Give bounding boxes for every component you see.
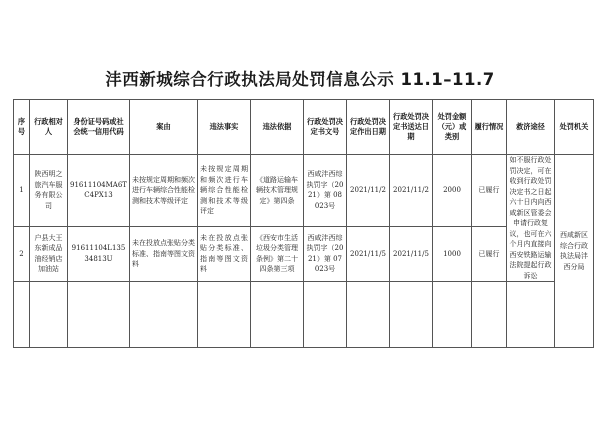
remedy-cell: 如不服行政处罚决定，可在收到行政处罚决定书之日起六十日内向西咸新区管委会申请行政复议，也可在六个月内直接向西安铁路运输法院提起行政诉讼 <box>507 155 555 282</box>
party-cell: 陕西明之旅汽车服务有限公司 <box>30 155 68 227</box>
header-cell: 违法事实 <box>198 100 251 155</box>
header-cell: 救济途径 <box>507 100 555 155</box>
doc-number-cell: 西咸沣西综执罚字（2021）第 07023号 <box>304 226 347 281</box>
decision-date-cell: 2021/11/2 <box>347 155 390 227</box>
table-row <box>14 282 594 348</box>
empty-cell <box>347 282 390 348</box>
page-title: 沣西新城综合行政执法局处罚信息公示 11.1–11.7 <box>105 70 495 89</box>
party-cell: 户县大王东新成品油经销店加油站 <box>30 226 68 281</box>
status-cell: 已履行 <box>472 226 507 281</box>
empty-cell <box>304 282 347 348</box>
empty-cell <box>433 282 472 348</box>
header-cell: 行政处罚决定书送达日期 <box>390 100 433 155</box>
header-cell: 行政处罚决定书文号 <box>304 100 347 155</box>
facts-cell: 未在投放点张贴分类标准、指南等图文资料 <box>198 226 251 281</box>
delivery-date-cell: 2021/11/5 <box>390 226 433 281</box>
penalty-table <box>13 99 594 348</box>
header-cell: 违法依据 <box>251 100 304 155</box>
cause-cell: 未在投放点张贴分类标准、指南等图文资料 <box>130 226 198 281</box>
table-header-row <box>14 100 594 155</box>
cause-cell: 未按规定周期和频次进行车辆综合性能检测和技术等级评定 <box>130 155 198 227</box>
row-number: 2 <box>14 226 30 281</box>
header-cell: 案由 <box>130 100 198 155</box>
status-cell: 已履行 <box>472 155 507 227</box>
id-code-cell: 91611104L13534813U <box>68 226 130 281</box>
header-cell: 行政相对人 <box>30 100 68 155</box>
header-cell: 处罚机关 <box>555 100 594 155</box>
authority-cell: 西咸新区综合行政执法局沣西分局 <box>555 155 594 348</box>
decision-date-cell: 2021/11/5 <box>347 226 390 281</box>
basis-cell: 《西安市生活垃圾分类管理条例》第二十四条第三项 <box>251 226 304 281</box>
empty-cell <box>130 282 198 348</box>
header-cell: 处罚金额（元）或类别 <box>433 100 472 155</box>
empty-cell <box>198 282 251 348</box>
row-number: 1 <box>14 155 30 227</box>
basis-cell: 《道路运输车辆技术管理规定》第四条 <box>251 155 304 227</box>
header-cell: 履行情况 <box>472 100 507 155</box>
amount-cell: 1000 <box>433 226 472 281</box>
empty-cell <box>14 282 30 348</box>
empty-cell <box>472 282 507 348</box>
amount-cell: 2000 <box>433 155 472 227</box>
empty-cell <box>251 282 304 348</box>
empty-cell <box>507 282 555 348</box>
empty-cell <box>68 282 130 348</box>
header-cell: 行政处罚决定作出日期 <box>347 100 390 155</box>
empty-cell <box>30 282 68 348</box>
header-cell: 序号 <box>14 100 30 155</box>
id-code-cell: 91611104MA6TC4PX13 <box>68 155 130 227</box>
table-row <box>14 155 594 227</box>
delivery-date-cell: 2021/11/2 <box>390 155 433 227</box>
doc-number-cell: 西咸沣西综执罚字（2021）第 08023号 <box>304 155 347 227</box>
facts-cell: 未按规定周期和频次进行车辆综合性能检测和技术等级评定 <box>198 155 251 227</box>
empty-cell <box>390 282 433 348</box>
header-cell: 身份证号码或社会统一信用代码 <box>68 100 130 155</box>
